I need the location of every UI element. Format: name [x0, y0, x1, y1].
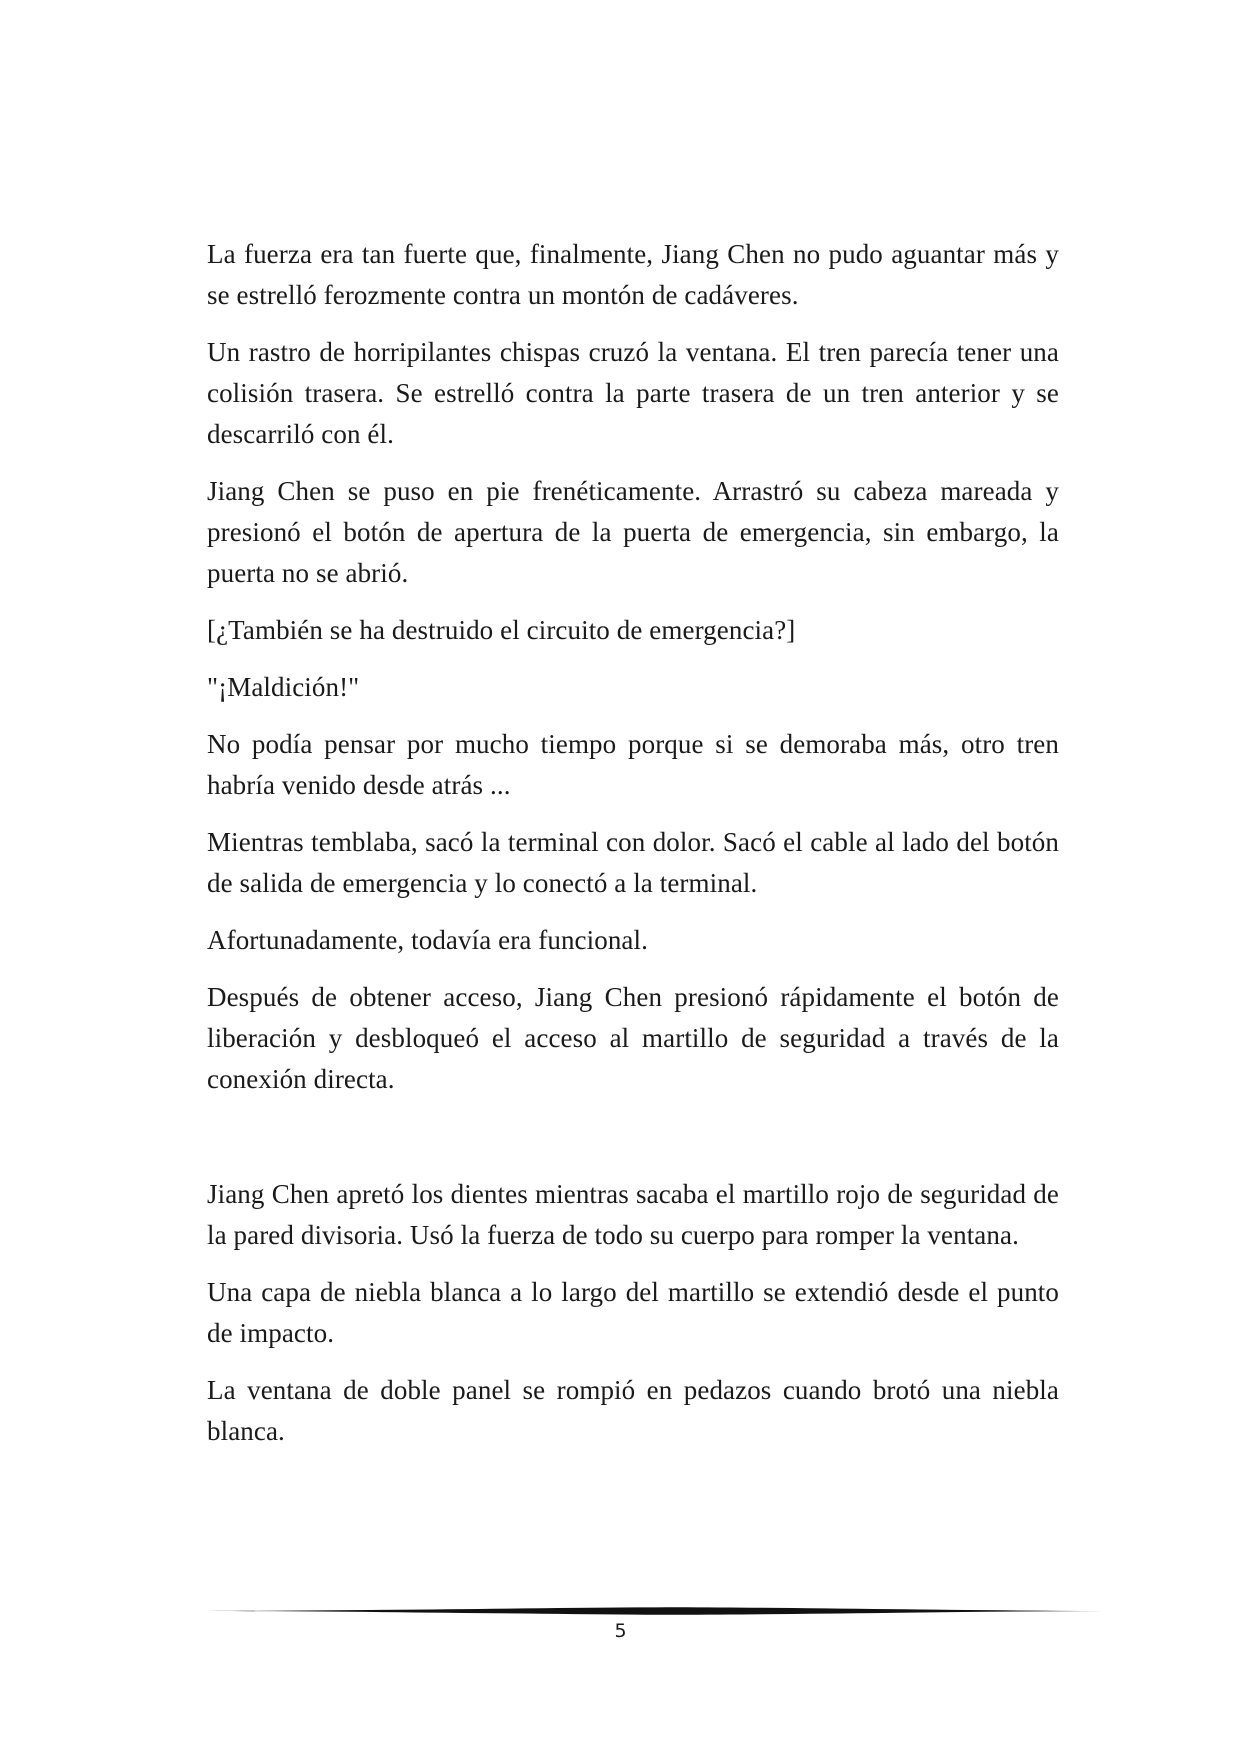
- paragraph: Una capa de niebla blanca a lo largo del martillo se extendió desde el punto de impacto.: [207, 1277, 1059, 1348]
- paragraph: La ventana de doble panel se rompió en pedazos cuando brotó una niebla blanca.: [207, 1375, 1059, 1446]
- paragraph: No podía pensar por mucho tiempo porque si se demoraba más, otro tren habría venido desde atrás ...: [207, 729, 1059, 800]
- paragraph: Mientras temblaba, sacó la terminal con dolor. Sacó el cable al lado del botón de salida de emergencia y lo conectó a la terminal.: [207, 827, 1059, 898]
- paragraph: Jiang Chen se puso en pie frenéticamente. Arrastró su cabeza mareada y presionó el botón de apertura de la puerta de emergencia, sin embargo, la puerta no se abrió.: [207, 476, 1059, 588]
- page-body: [207, 234, 1059, 1468]
- paragraph: [¿También se ha destruido el circuito de emergencia?]: [207, 615, 796, 645]
- paragraph: La fuerza era tan fuerte que, finalmente, Jiang Chen no pudo aguantar más y se estrelló ferozmente contra un montón de cadáveres.: [207, 239, 1059, 310]
- paragraph: "¡Maldición!": [207, 672, 360, 702]
- section-break: [207, 1116, 1059, 1174]
- footer-divider: [207, 1604, 1103, 1618]
- paragraph: Después de obtener acceso, Jiang Chen presionó rápidamente el botón de liberación y desbloqueó el acceso al martillo de seguridad a través de la conexión directa.: [207, 982, 1059, 1094]
- paragraph: Afortunadamente, todavía era funcional.: [207, 925, 648, 955]
- paragraph: Jiang Chen apretó los dientes mientras sacaba el martillo rojo de seguridad de la pared divisoria. Usó la fuerza de todo su cuerpo para romper la ventana.: [207, 1179, 1059, 1250]
- page-number: 5: [614, 1620, 627, 1642]
- paragraph: Un rastro de horripilantes chispas cruzó la ventana. El tren parecía tener una colisión trasera. Se estrelló contra la parte trasera de un tren anterior y se descarriló con él.: [207, 337, 1059, 449]
